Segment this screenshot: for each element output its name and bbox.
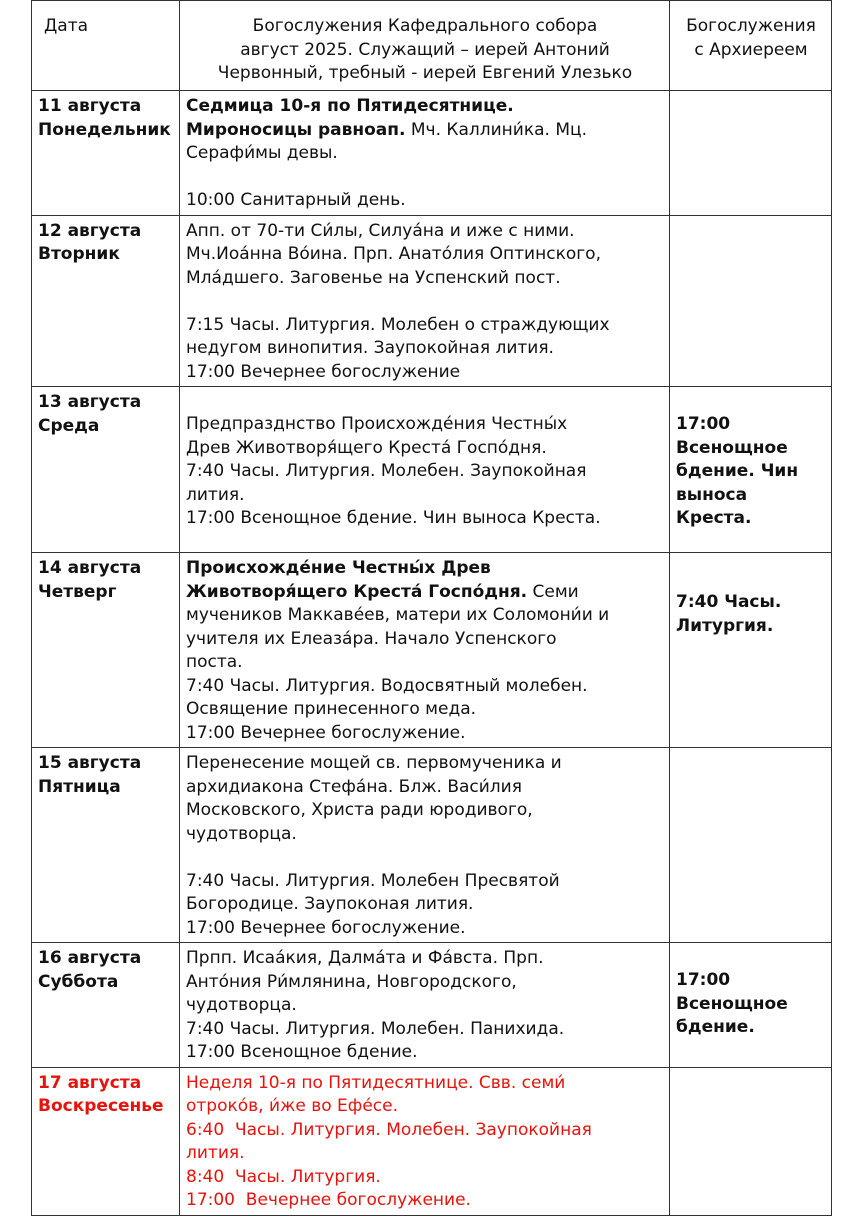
bishop-cell [670, 943, 832, 1068]
service-cell [180, 215, 670, 387]
service-line: Московского, Христа ради юродивого, [186, 800, 533, 820]
service-line: лития. [186, 484, 245, 505]
service-line: 17:00 Всенощное бдение. [186, 1042, 418, 1062]
service-cell [180, 1067, 670, 1215]
service-line: 7:40 Часы. Литургия. Молебен. Заупокойная [186, 461, 587, 481]
header-main-sub2: Червонный, требный - иерей Евгений Улезько [217, 63, 633, 83]
service-line: 7:40 Часы. Литургия. Водосвятный молебен. [186, 675, 588, 696]
date: 16 августа [38, 948, 142, 968]
table-row [32, 748, 832, 943]
service-cell [180, 91, 670, 216]
bishop-line: 17:00 [676, 414, 731, 434]
date-cell [32, 215, 180, 387]
service-line: чудотворца. [186, 995, 297, 1015]
service-cell [180, 387, 670, 553]
header-bishop-1: Богослужения [686, 16, 816, 36]
table-row [32, 553, 832, 748]
date: 13 августа [38, 392, 142, 412]
service-cell [180, 553, 670, 748]
spacer [186, 290, 664, 314]
service-line: чудотворца. [186, 823, 297, 844]
service-line: поста. [186, 652, 243, 672]
service-line: 7:40 Часы. Литургия. Молебен Пресвятой [186, 870, 560, 891]
bishop-line: бдение. [676, 1017, 755, 1037]
date-cell [32, 943, 180, 1068]
spacer [186, 166, 664, 190]
service-line: учителя их Елеаза́ра. Начало Успенского [186, 628, 557, 649]
date-cell [32, 91, 180, 216]
bishop-cell [670, 1067, 832, 1215]
header-date-label: Дата [44, 16, 89, 36]
bishop-line: Креста. [676, 508, 752, 528]
service-line: 7:40 Часы. Литургия. Молебен. Панихида. [186, 1018, 565, 1039]
service-text-bold: Мироносицы равноап. [186, 119, 406, 140]
header-bishop [670, 1, 832, 91]
service-line: 10:00 Санитарный день. [186, 190, 406, 210]
bishop-line: 7:40 Часы. [676, 592, 782, 612]
service-line: Происхожде́ние Честны́х Древ [186, 558, 491, 578]
header-date [32, 1, 180, 91]
service-line: 8:40 Часы. Литургия. [186, 1166, 381, 1187]
service-line: 17:00 Вечернее богослужение. [186, 1190, 471, 1210]
header-main-sub1: август 2025. Служащий – иерей Антоний [240, 39, 610, 60]
date: 17 августа [38, 1072, 142, 1093]
bishop-cell [670, 748, 832, 943]
weekday: Пятница [38, 776, 121, 797]
bishop-line: Литургия. [676, 615, 774, 636]
weekday: Воскресенье [38, 1096, 164, 1116]
header-bishop-2: с Архиереем [694, 39, 808, 60]
weekday: Понедельник [38, 119, 171, 140]
service-line: мучеников Маккаве́ев, матери их Соломони́и и [186, 605, 610, 625]
service-text: Семи [527, 581, 579, 602]
service-line: 17:00 Вечернее богослужение. [186, 722, 466, 743]
weekday: Четверг [38, 581, 117, 602]
date: 15 августа [38, 753, 142, 773]
service-line: Богородице. Заупоконая лития. [186, 894, 474, 914]
schedule-table [31, 0, 832, 1216]
service-line: архидиакона Стефа́на. Блж. Васи́лия [186, 776, 522, 797]
service-line: Прпп. Исаа́кия, Далма́та и Фа́вста. Прп. [186, 948, 544, 968]
header-row [32, 1, 832, 91]
header-main-title: Богослужения Кафедрального собора [252, 16, 598, 36]
service-line: 17:00 Вечернее богослужение [186, 361, 461, 382]
service-line: недугом винопития. Заупокойная лития. [186, 338, 554, 358]
service-line: Перенесение мощей св. первомученика и [186, 753, 562, 773]
table-row [32, 943, 832, 1068]
service-line: Освящение принесенного меда. [186, 699, 477, 719]
bishop-line: 17:00 [676, 970, 731, 990]
service-text: Мч. Каллини́ка. Мц. [405, 119, 587, 140]
date: 12 августа [38, 220, 142, 241]
bishop-cell [670, 553, 832, 748]
service-line: отроко́в, и́же во Ефе́се. [186, 1096, 398, 1116]
service-line: Седмица 10-я по Пятидесятнице. [186, 96, 514, 116]
header-main [180, 1, 670, 91]
bishop-cell [670, 215, 832, 387]
service-line: Предпразднство Происхожде́ния Честны́х [186, 414, 568, 434]
table-row-sunday [32, 1067, 832, 1215]
date: 11 августа [38, 96, 142, 116]
date-cell [32, 1067, 180, 1215]
service-text-bold: Животворя́щего Креста́ Госпо́дня. [186, 581, 528, 602]
service-line: 7:15 Часы. Литургия. Молебен о страждующих [186, 314, 610, 335]
table-row [32, 387, 832, 553]
service-line: Серафи́мы девы. [186, 143, 338, 163]
service-line: Апп. от 70-ти Си́лы, Силуа́на и иже с ними. [186, 220, 575, 241]
service-line [186, 581, 664, 605]
service-cell [180, 748, 670, 943]
spacer [186, 846, 664, 870]
weekday: Суббота [38, 971, 119, 992]
service-cell [180, 943, 670, 1068]
date-cell [32, 748, 180, 943]
service-line: 6:40 Часы. Литургия. Молебен. Заупокойная [186, 1119, 592, 1140]
service-line: Неделя 10-я по Пятидесятнице. Свв. семи́ [186, 1072, 566, 1093]
bishop-line: бдение. Чин [676, 461, 799, 481]
weekday: Среда [38, 415, 100, 436]
bishop-line: Всенощное [676, 993, 788, 1014]
weekday: Вторник [38, 244, 120, 264]
service-line: 17:00 Всенощное бдение. Чин выноса Креста. [186, 508, 601, 528]
date: 14 августа [38, 558, 142, 578]
service-line: Мла́дшего. Заговенье на Успенский пост. [186, 267, 561, 288]
service-line: 17:00 Вечернее богослужение. [186, 917, 466, 938]
bishop-cell [670, 91, 832, 216]
service-line [186, 119, 664, 143]
service-line: Мч.Иоа́нна Во́ина. Прп. Анато́лия Оптинского, [186, 244, 601, 264]
bishop-line: Всенощное [676, 437, 788, 458]
bishop-line: выноса [676, 484, 748, 505]
service-line: лития. [186, 1143, 245, 1163]
service-line: Древ Животворя́щего Креста́ Госпо́дня. [186, 437, 547, 458]
date-cell [32, 387, 180, 553]
service-line: Анто́ния Ри́млянина, Новгородского, [186, 971, 517, 992]
table-row [32, 215, 832, 387]
schedule-page [31, 0, 831, 1216]
date-cell [32, 553, 180, 748]
table-row [32, 91, 832, 216]
bishop-cell [670, 387, 832, 553]
